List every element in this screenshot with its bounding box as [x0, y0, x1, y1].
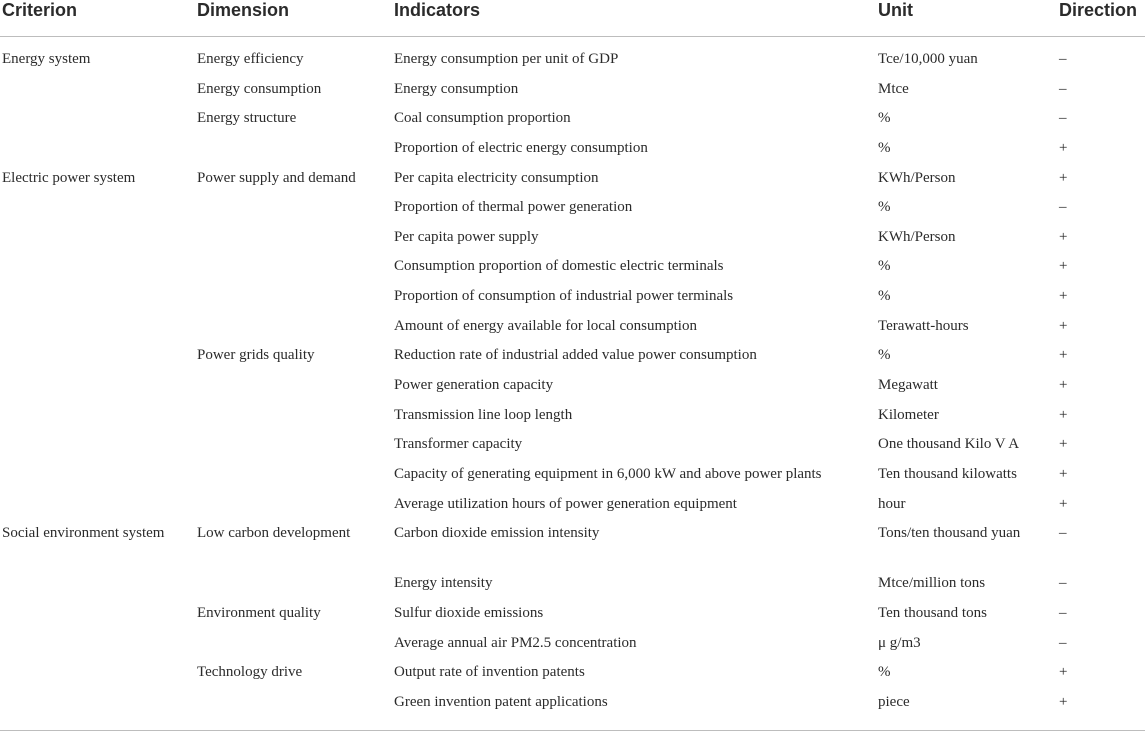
table-body: [0, 49, 1145, 721]
unit-cell: hour: [878, 495, 906, 512]
direction-cell: +: [1059, 258, 1068, 275]
indicator-cell: Power generation capacity: [394, 377, 554, 394]
criterion-cell: Electric power system: [2, 169, 136, 186]
unit-cell: %: [878, 110, 891, 127]
direction-cell: +: [1059, 288, 1068, 305]
direction-cell: +: [1059, 693, 1068, 710]
indicator-cell: Coal consumption proportion: [394, 110, 571, 127]
direction-cell: +: [1059, 228, 1068, 245]
unit-cell: Kilometer: [878, 406, 939, 423]
unit-cell: %: [878, 347, 891, 364]
direction-cell: +: [1059, 495, 1068, 512]
table-row: [0, 316, 1145, 346]
unit-cell: Ten thousand tons: [878, 604, 987, 621]
unit-cell: Mtce: [878, 80, 909, 97]
unit-cell: Mtce/million tons: [878, 575, 986, 592]
dimension-cell: Environment quality: [197, 604, 321, 621]
unit-cell: %: [878, 258, 891, 275]
direction-cell: +: [1059, 465, 1068, 482]
table-row: [0, 168, 1145, 198]
indicator-cell: Consumption proportion of domestic electric terminals: [394, 258, 724, 275]
direction-cell: +: [1059, 347, 1068, 364]
direction-cell: –: [1059, 604, 1067, 621]
indicator-cell: Carbon dioxide emission intensity: [394, 525, 600, 542]
unit-cell: %: [878, 288, 891, 305]
indicator-cell: Transmission line loop length: [394, 406, 573, 423]
table-row: [0, 197, 1145, 227]
table-row: [0, 49, 1145, 79]
table-row: [0, 79, 1145, 109]
table-row: [0, 523, 1145, 573]
table-row: [0, 633, 1145, 663]
indicator-cell: Output rate of invention patents: [394, 664, 585, 681]
table-row: [0, 464, 1145, 494]
unit-cell: One thousand Kilo V A: [878, 436, 1020, 453]
indicator-cell: Proportion of consumption of industrial power terminals: [394, 288, 734, 305]
direction-cell: +: [1059, 377, 1068, 394]
header-indicators: Indicators: [394, 0, 481, 20]
table-row: [0, 405, 1145, 435]
indicator-cell: Capacity of generating equipment in 6,000 kW and above power plants: [394, 465, 822, 482]
unit-cell: %: [878, 139, 891, 156]
dimension-cell: Energy structure: [197, 110, 297, 127]
indicator-cell: Sulfur dioxide emissions: [394, 604, 544, 621]
direction-cell: –: [1059, 525, 1067, 542]
table-row: [0, 108, 1145, 138]
table-row: [0, 494, 1145, 524]
unit-cell: μ g/m3: [878, 634, 921, 651]
dimension-cell: Energy consumption: [197, 80, 322, 97]
unit-cell: Tce/10,000 yuan: [878, 51, 978, 67]
indicator-cell: Energy intensity: [394, 575, 493, 592]
table-row: [0, 662, 1145, 692]
unit-cell: Megawatt: [878, 377, 938, 394]
indicator-cell: Amount of energy available for local consumption: [394, 317, 697, 334]
table-row: [0, 345, 1145, 375]
table-row: [0, 434, 1145, 464]
header-criterion: Criterion: [2, 0, 78, 20]
indicator-cell: Reduction rate of industrial added value power consumption: [394, 347, 757, 364]
direction-cell: –: [1059, 80, 1067, 97]
direction-cell: +: [1059, 169, 1068, 186]
direction-cell: +: [1059, 317, 1068, 334]
dimension-cell: Power supply and demand: [197, 169, 356, 186]
direction-cell: +: [1059, 139, 1068, 156]
direction-cell: –: [1059, 634, 1067, 651]
direction-cell: +: [1059, 406, 1068, 423]
table-row: [0, 256, 1145, 286]
dimension-cell: Technology drive: [197, 664, 303, 681]
dimension-cell: Energy efficiency: [197, 51, 304, 67]
table-row: [0, 573, 1145, 603]
indicator-cell: Green invention patent applications: [394, 693, 608, 710]
header-dimension: Dimension: [197, 0, 290, 20]
unit-cell: %: [878, 664, 891, 681]
indicator-cell: Average utilization hours of power generation equipment: [394, 495, 737, 512]
indicator-cell: Per capita power supply: [394, 228, 539, 245]
unit-cell: %: [878, 199, 891, 216]
table-header: [0, 0, 1145, 37]
dimension-cell: Low carbon development: [197, 525, 351, 542]
header-unit: Unit: [878, 0, 913, 20]
direction-cell: +: [1059, 664, 1068, 681]
direction-cell: –: [1059, 575, 1067, 592]
direction-cell: –: [1059, 110, 1067, 127]
table-row: [0, 603, 1145, 633]
unit-cell: KWh/Person: [878, 228, 956, 245]
indicator-cell: Transformer capacity: [394, 436, 523, 453]
unit-cell: Terawatt-hours: [878, 317, 969, 334]
unit-cell: KWh/Person: [878, 169, 956, 186]
unit-cell: Tons/ten thousand yuan: [878, 525, 1021, 542]
indicator-cell: Proportion of thermal power generation: [394, 199, 633, 216]
bottom-rule: [0, 730, 1145, 731]
indicator-cell: Average annual air PM2.5 concentration: [394, 634, 637, 651]
direction-cell: –: [1059, 199, 1067, 216]
table-row: [0, 692, 1145, 722]
unit-cell: piece: [878, 693, 910, 710]
header-direction: Direction: [1059, 0, 1138, 20]
indicator-cell: Energy consumption: [394, 80, 519, 97]
table-row: [0, 227, 1145, 257]
criterion-cell: Social environment system: [2, 525, 165, 542]
criterion-cell: Energy system: [2, 51, 91, 67]
direction-cell: +: [1059, 436, 1068, 453]
indicator-cell: Energy consumption per unit of GDP: [394, 51, 619, 67]
table-row: [0, 286, 1145, 316]
table-row: [0, 375, 1145, 405]
indicator-cell: Per capita electricity consumption: [394, 169, 599, 186]
indicator-cell: Proportion of electric energy consumption: [394, 139, 648, 156]
direction-cell: –: [1059, 51, 1067, 67]
unit-cell: Ten thousand kilowatts: [878, 465, 1017, 482]
table-row: [0, 138, 1145, 168]
dimension-cell: Power grids quality: [197, 347, 315, 364]
